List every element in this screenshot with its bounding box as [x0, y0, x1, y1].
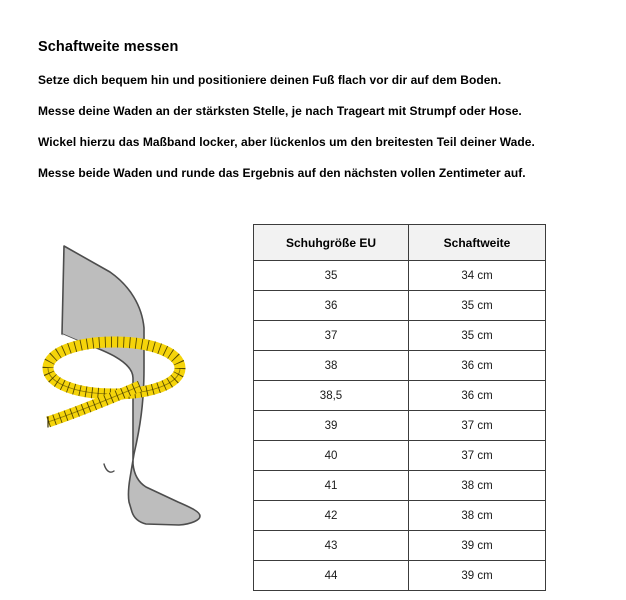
cell-shaft-width: 36 cm	[409, 381, 546, 411]
table-row	[254, 441, 546, 471]
instruction-line-1: Setze dich bequem hin und positioniere deinen Fuß flach vor dir auf dem Boden.	[38, 73, 502, 87]
cell-shoe-size: 42	[254, 501, 409, 531]
instructions-block	[38, 38, 608, 181]
cell-shoe-size: 44	[254, 561, 409, 591]
cell-shoe-size: 35	[254, 261, 409, 291]
table-row	[254, 321, 546, 351]
cell-shaft-width: 37 cm	[409, 441, 546, 471]
cell-shoe-size: 38,5	[254, 381, 409, 411]
cell-shoe-size: 37	[254, 321, 409, 351]
leg-illustration-svg	[34, 228, 234, 533]
cell-shoe-size: 38	[254, 351, 409, 381]
table-row	[254, 471, 546, 501]
table-row	[254, 531, 546, 561]
cell-shaft-width: 34 cm	[409, 261, 546, 291]
table-row	[254, 381, 546, 411]
table-body	[254, 261, 546, 591]
cell-shaft-width: 39 cm	[409, 561, 546, 591]
page-title: Schaftweite messen	[38, 39, 179, 55]
table-row	[254, 261, 546, 291]
column-header-shoe-size: Schuhgröße EU	[254, 225, 409, 261]
table-row	[254, 501, 546, 531]
cell-shoe-size: 39	[254, 411, 409, 441]
cell-shaft-width: 38 cm	[409, 471, 546, 501]
cell-shaft-width: 36 cm	[409, 351, 546, 381]
cell-shaft-width: 39 cm	[409, 531, 546, 561]
table-row	[254, 291, 546, 321]
tape-loop-front	[48, 368, 180, 394]
table-row	[254, 411, 546, 441]
cell-shoe-size: 41	[254, 471, 409, 501]
table-row	[254, 561, 546, 591]
cell-shaft-width: 37 cm	[409, 411, 546, 441]
size-table-container	[253, 224, 545, 591]
cell-shaft-width: 35 cm	[409, 291, 546, 321]
instruction-line-4: Messe beide Waden und runde das Ergebnis auf den nächsten vollen Zentimeter auf.	[38, 166, 526, 180]
table-header-row	[254, 225, 546, 261]
cell-shaft-width: 35 cm	[409, 321, 546, 351]
cell-shaft-width: 38 cm	[409, 501, 546, 531]
size-table	[253, 224, 546, 591]
cell-shoe-size: 43	[254, 531, 409, 561]
instruction-line-2: Messe deine Waden an der stärksten Stelle, je nach Trageart mit Strumpf oder Hose.	[38, 104, 522, 118]
cell-shoe-size: 36	[254, 291, 409, 321]
leg-measurement-illustration	[34, 228, 234, 533]
column-header-shaft-width: Schaftweite	[409, 225, 546, 261]
table-row	[254, 351, 546, 381]
cell-shoe-size: 40	[254, 441, 409, 471]
ankle-bone-mark	[104, 464, 114, 472]
instruction-line-3: Wickel hierzu das Maßband locker, aber lückenlos um den breitesten Teil deiner Wade.	[38, 135, 535, 149]
